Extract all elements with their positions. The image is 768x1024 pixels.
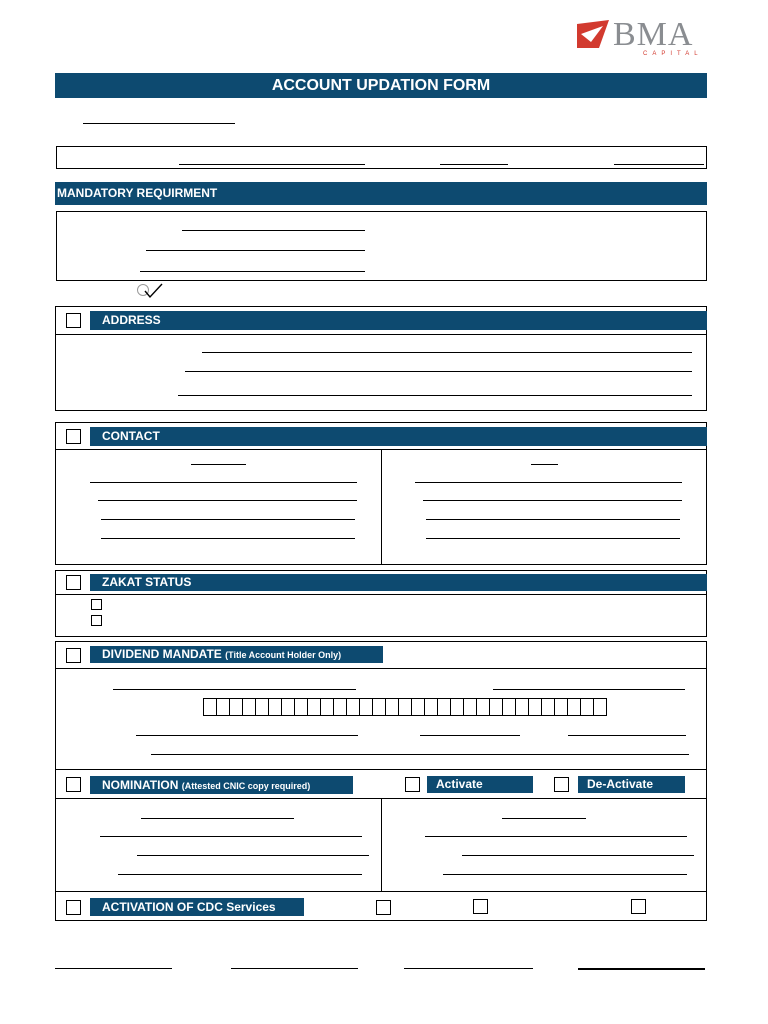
bma-logo-text: BMA — [613, 16, 694, 53]
cdc-option-1-checkbox[interactable] — [376, 900, 391, 915]
dividend-line-3a[interactable] — [136, 735, 358, 736]
address-section — [55, 306, 707, 411]
zakat-option-1-checkbox[interactable] — [91, 599, 102, 610]
zakat-section — [55, 570, 707, 637]
contact-right-line-1[interactable] — [415, 482, 682, 483]
mandatory-line-1[interactable] — [182, 230, 365, 231]
nominee-left-heading-line — [141, 818, 294, 819]
column-divider — [381, 449, 382, 564]
contact-checkbox[interactable] — [66, 429, 81, 444]
address-line-1[interactable] — [202, 352, 692, 353]
date-line[interactable] — [83, 123, 235, 124]
cdc-section-title: ACTIVATION OF CDC Services — [102, 900, 276, 914]
contact-left-line-4[interactable] — [101, 538, 355, 539]
dividend-branch-line[interactable] — [493, 689, 685, 690]
account-info-box — [56, 146, 707, 169]
address-line-3[interactable] — [178, 395, 692, 396]
nominee-right-line-3[interactable] — [443, 874, 687, 875]
zakat-option-2-checkbox[interactable] — [91, 615, 102, 626]
address-checkbox[interactable] — [66, 313, 81, 328]
address-section-bar — [90, 311, 707, 330]
mandatory-section-title: MANDATORY REQUIRMENT — [57, 186, 218, 200]
activate-checkbox[interactable] — [405, 777, 420, 792]
cdc-option-3-checkbox[interactable] — [631, 899, 646, 914]
cdc-section-bar — [90, 898, 304, 916]
signature-line-3[interactable] — [404, 968, 533, 969]
section-divider — [56, 668, 706, 669]
dividend-line-3b[interactable] — [420, 735, 520, 736]
signature-line-1[interactable] — [55, 968, 172, 969]
contact-section-title: CONTACT — [102, 429, 160, 443]
dividend-nomination-section — [55, 641, 707, 921]
contact-right-heading-line — [531, 464, 558, 465]
mandatory-box — [56, 211, 707, 281]
nomination-section-note: (Attested CNIC copy required) — [181, 781, 311, 791]
mandatory-line-3[interactable] — [140, 271, 365, 272]
dividend-line-4[interactable] — [151, 754, 689, 755]
account-title-line[interactable] — [179, 164, 365, 165]
signature-line-4[interactable] — [578, 968, 705, 970]
contact-right-line-2[interactable] — [423, 500, 682, 501]
activate-label-bar — [427, 776, 533, 793]
zakat-checkbox[interactable] — [66, 575, 81, 590]
cdc-option-2-checkbox[interactable] — [473, 899, 488, 914]
contact-right-line-4[interactable] — [426, 538, 680, 539]
tick-icon — [136, 281, 166, 301]
deactivate-label-bar — [578, 776, 685, 793]
bma-logo-mark-icon — [577, 20, 609, 48]
form-title-bar — [55, 73, 707, 98]
iban-boxes[interactable] — [204, 698, 607, 716]
contact-section — [55, 422, 707, 565]
dividend-bank-line[interactable] — [113, 689, 356, 690]
signature-line-2[interactable] — [231, 968, 358, 969]
contact-section-bar — [90, 427, 707, 446]
contact-right-line-3[interactable] — [426, 519, 680, 520]
address-line-2[interactable] — [185, 371, 692, 372]
address-section-title: ADDRESS — [102, 313, 161, 327]
mandatory-section-bar — [55, 182, 707, 205]
zakat-section-bar — [90, 574, 707, 591]
dividend-checkbox[interactable] — [66, 648, 81, 663]
zakat-section-title: ZAKAT STATUS — [102, 575, 192, 589]
section-divider — [56, 594, 706, 595]
deactivate-checkbox[interactable] — [554, 777, 569, 792]
account-code-line[interactable] — [614, 164, 704, 165]
account-number-line[interactable] — [440, 164, 508, 165]
nominee-right-line-2[interactable] — [462, 855, 694, 856]
section-divider — [56, 769, 706, 770]
nomination-checkbox[interactable] — [66, 777, 81, 792]
dividend-line-3c[interactable] — [568, 735, 686, 736]
activate-label: Activate — [436, 777, 483, 791]
nomination-section-bar — [90, 776, 353, 794]
bma-logo-tagline: CAPITAL — [643, 51, 703, 57]
nominee-left-line-1[interactable] — [100, 836, 362, 837]
nomination-section-title: NOMINATION — [102, 778, 179, 792]
column-divider — [381, 798, 382, 891]
nominee-left-line-3[interactable] — [118, 874, 362, 875]
form-title: ACCOUNT UPDATION FORM — [271, 77, 491, 94]
dividend-section-note: (Title Account Holder Only) — [225, 650, 342, 660]
section-divider — [56, 891, 706, 892]
deactivate-label: De-Activate — [587, 777, 654, 791]
nominee-right-heading-line — [502, 818, 586, 819]
dividend-section-title: DIVIDEND MANDATE — [102, 647, 222, 661]
mandatory-line-2[interactable] — [146, 250, 365, 251]
contact-left-heading-line — [191, 464, 246, 465]
bma-capital-logo — [577, 18, 709, 60]
cdc-checkbox[interactable] — [66, 900, 81, 915]
contact-left-line-2[interactable] — [98, 500, 357, 501]
contact-left-line-3[interactable] — [101, 519, 355, 520]
dividend-section-bar — [90, 646, 383, 663]
nominee-left-line-2[interactable] — [137, 855, 369, 856]
nominee-right-line-1[interactable] — [425, 836, 687, 837]
contact-left-line-1[interactable] — [90, 482, 357, 483]
section-divider — [56, 334, 706, 335]
